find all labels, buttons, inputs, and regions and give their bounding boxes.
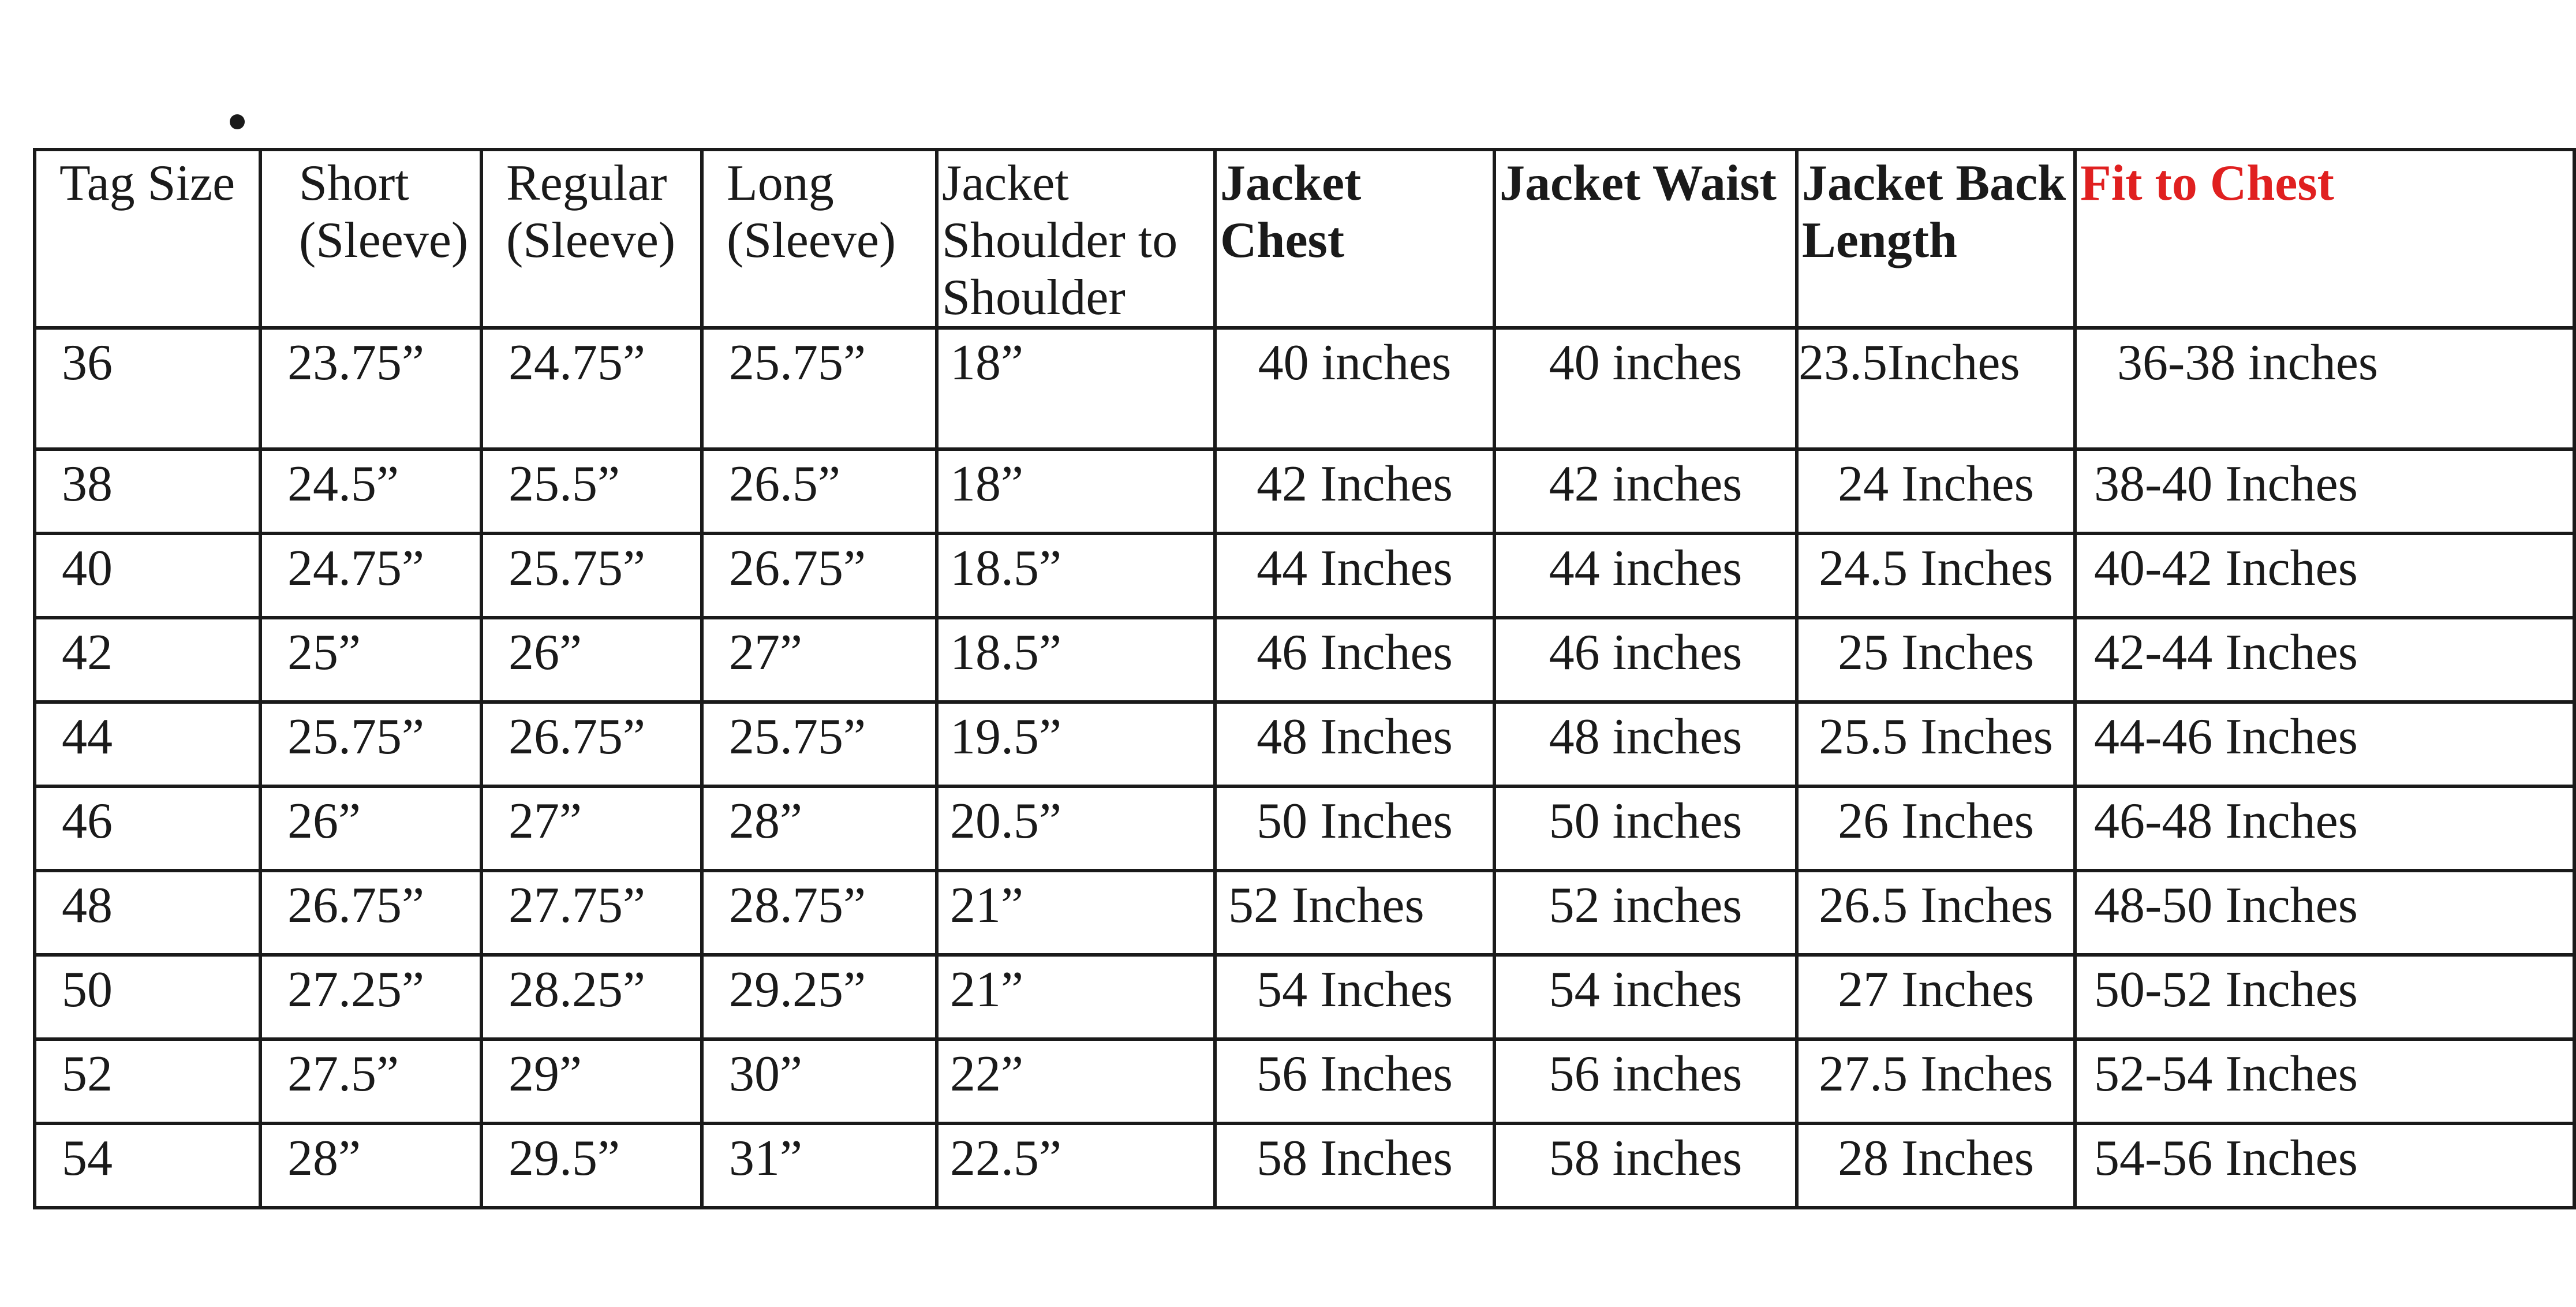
cell-regular: 25.5” bbox=[481, 449, 702, 533]
cell-shoulder: 19.5” bbox=[937, 702, 1215, 786]
cell-regular: 28.25” bbox=[481, 955, 702, 1039]
cell-shoulder: 21” bbox=[937, 871, 1215, 955]
cell-long: 28.75” bbox=[702, 871, 937, 955]
cell-waist: 52 inches bbox=[1494, 871, 1797, 955]
cell-fit-to-chest: 38-40 Inches bbox=[2075, 449, 2574, 533]
cell-chest: 58 Inches bbox=[1215, 1123, 1494, 1208]
cell-regular: 29.5” bbox=[481, 1123, 702, 1208]
cell-long: 27” bbox=[702, 618, 937, 702]
table-row bbox=[35, 328, 2574, 449]
cell-fit-to-chest: 40-42 Inches bbox=[2075, 533, 2574, 618]
cell-waist: 44 inches bbox=[1494, 533, 1797, 618]
table-row bbox=[35, 1039, 2574, 1123]
table-row bbox=[35, 702, 2574, 786]
cell-chest: 56 Inches bbox=[1215, 1039, 1494, 1123]
table-row bbox=[35, 786, 2574, 871]
cell-fit-to-chest: 54-56 Inches bbox=[2075, 1123, 2574, 1208]
size-chart-container bbox=[33, 148, 2379, 1187]
cell-long: 31” bbox=[702, 1123, 937, 1208]
cell-fit-to-chest: 50-52 Inches bbox=[2075, 955, 2574, 1039]
header-fit-to-chest: Fit to Chest bbox=[2075, 150, 2574, 328]
table-row bbox=[35, 955, 2574, 1039]
cell-back-length: 23.5Inches bbox=[1797, 328, 2075, 449]
cell-back-length: 26 Inches bbox=[1797, 786, 2075, 871]
cell-chest: 52 Inches bbox=[1215, 871, 1494, 955]
cell-chest: 54 Inches bbox=[1215, 955, 1494, 1039]
cell-back-length: 25.5 Inches bbox=[1797, 702, 2075, 786]
cell-regular: 25.75” bbox=[481, 533, 702, 618]
cell-tag-size: 36 bbox=[35, 328, 260, 449]
size-chart-table bbox=[33, 148, 2576, 1209]
cell-chest: 48 Inches bbox=[1215, 702, 1494, 786]
cell-fit-to-chest: 42-44 Inches bbox=[2075, 618, 2574, 702]
cell-fit-to-chest: 48-50 Inches bbox=[2075, 871, 2574, 955]
cell-back-length: 24 Inches bbox=[1797, 449, 2075, 533]
cell-long: 26.75” bbox=[702, 533, 937, 618]
cell-shoulder: 22.5” bbox=[937, 1123, 1215, 1208]
cell-tag-size: 40 bbox=[35, 533, 260, 618]
cell-waist: 46 inches bbox=[1494, 618, 1797, 702]
cell-tag-size: 46 bbox=[35, 786, 260, 871]
cell-regular: 29” bbox=[481, 1039, 702, 1123]
cell-regular: 26.75” bbox=[481, 702, 702, 786]
cell-back-length: 28 Inches bbox=[1797, 1123, 2075, 1208]
table-row bbox=[35, 618, 2574, 702]
cell-long: 29.25” bbox=[702, 955, 937, 1039]
cell-regular: 27.75” bbox=[481, 871, 702, 955]
cell-back-length: 25 Inches bbox=[1797, 618, 2075, 702]
cell-chest: 40 inches bbox=[1215, 328, 1494, 449]
cell-back-length: 24.5 Inches bbox=[1797, 533, 2075, 618]
cell-long: 28” bbox=[702, 786, 937, 871]
bullet-point bbox=[230, 114, 245, 129]
header-regular: Regular (Sleeve) bbox=[481, 150, 702, 328]
cell-short: 27.25” bbox=[260, 955, 481, 1039]
cell-fit-to-chest: 36-38 inches bbox=[2075, 328, 2574, 449]
cell-short: 23.75” bbox=[260, 328, 481, 449]
cell-short: 28” bbox=[260, 1123, 481, 1208]
cell-waist: 40 inches bbox=[1494, 328, 1797, 449]
cell-back-length: 26.5 Inches bbox=[1797, 871, 2075, 955]
cell-back-length: 27 Inches bbox=[1797, 955, 2075, 1039]
cell-short: 24.5” bbox=[260, 449, 481, 533]
cell-waist: 50 inches bbox=[1494, 786, 1797, 871]
cell-waist: 56 inches bbox=[1494, 1039, 1797, 1123]
cell-tag-size: 38 bbox=[35, 449, 260, 533]
cell-fit-to-chest: 52-54 Inches bbox=[2075, 1039, 2574, 1123]
cell-fit-to-chest: 44-46 Inches bbox=[2075, 702, 2574, 786]
cell-shoulder: 18” bbox=[937, 328, 1215, 449]
cell-chest: 44 Inches bbox=[1215, 533, 1494, 618]
cell-shoulder: 18” bbox=[937, 449, 1215, 533]
cell-long: 26.5” bbox=[702, 449, 937, 533]
header-tag-size: Tag Size bbox=[35, 150, 260, 328]
header-shoulder: Jacket Shoulder to Shoulder bbox=[937, 150, 1215, 328]
cell-chest: 50 Inches bbox=[1215, 786, 1494, 871]
header-short: Short (Sleeve) bbox=[260, 150, 481, 328]
cell-shoulder: 18.5” bbox=[937, 618, 1215, 702]
cell-long: 25.75” bbox=[702, 328, 937, 449]
cell-waist: 54 inches bbox=[1494, 955, 1797, 1039]
cell-fit-to-chest: 46-48 Inches bbox=[2075, 786, 2574, 871]
cell-chest: 46 Inches bbox=[1215, 618, 1494, 702]
cell-short: 26” bbox=[260, 786, 481, 871]
cell-regular: 26” bbox=[481, 618, 702, 702]
cell-waist: 42 inches bbox=[1494, 449, 1797, 533]
cell-shoulder: 20.5” bbox=[937, 786, 1215, 871]
header-long: Long (Sleeve) bbox=[702, 150, 937, 328]
cell-tag-size: 42 bbox=[35, 618, 260, 702]
cell-short: 24.75” bbox=[260, 533, 481, 618]
cell-regular: 27” bbox=[481, 786, 702, 871]
cell-short: 26.75” bbox=[260, 871, 481, 955]
cell-tag-size: 52 bbox=[35, 1039, 260, 1123]
table-row bbox=[35, 871, 2574, 955]
cell-long: 25.75” bbox=[702, 702, 937, 786]
header-waist: Jacket Waist bbox=[1494, 150, 1797, 328]
cell-chest: 42 Inches bbox=[1215, 449, 1494, 533]
cell-waist: 48 inches bbox=[1494, 702, 1797, 786]
table-row bbox=[35, 1123, 2574, 1208]
cell-regular: 24.75” bbox=[481, 328, 702, 449]
cell-tag-size: 50 bbox=[35, 955, 260, 1039]
cell-long: 30” bbox=[702, 1039, 937, 1123]
cell-tag-size: 54 bbox=[35, 1123, 260, 1208]
cell-short: 25.75” bbox=[260, 702, 481, 786]
header-back-length: Jacket Back Length bbox=[1797, 150, 2075, 328]
cell-waist: 58 inches bbox=[1494, 1123, 1797, 1208]
cell-tag-size: 44 bbox=[35, 702, 260, 786]
table-row bbox=[35, 449, 2574, 533]
cell-shoulder: 18.5” bbox=[937, 533, 1215, 618]
cell-back-length: 27.5 Inches bbox=[1797, 1039, 2075, 1123]
table-header-row bbox=[35, 150, 2574, 328]
cell-short: 27.5” bbox=[260, 1039, 481, 1123]
table-row bbox=[35, 533, 2574, 618]
cell-tag-size: 48 bbox=[35, 871, 260, 955]
header-chest: Jacket Chest bbox=[1215, 150, 1494, 328]
cell-shoulder: 21” bbox=[937, 955, 1215, 1039]
cell-short: 25” bbox=[260, 618, 481, 702]
cell-shoulder: 22” bbox=[937, 1039, 1215, 1123]
